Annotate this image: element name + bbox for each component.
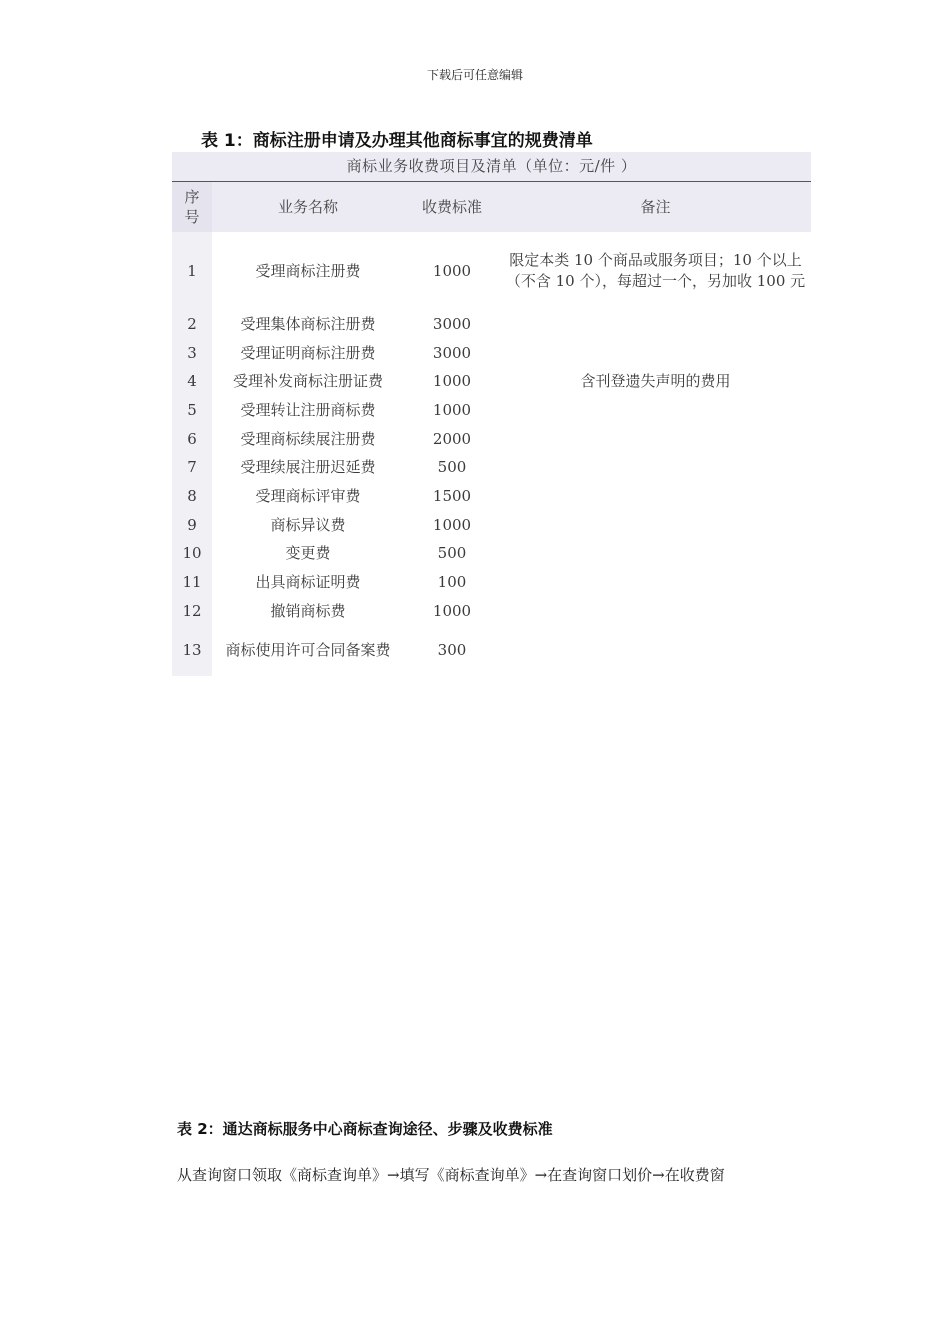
row-name: 受理续展注册迟延费 bbox=[240, 458, 376, 477]
row-fee: 3000 bbox=[432, 343, 472, 362]
row-fee: 1500 bbox=[432, 486, 472, 505]
fee-table-body bbox=[172, 232, 811, 676]
row-number: 7 bbox=[172, 453, 212, 482]
row-fee: 100 bbox=[437, 573, 467, 592]
table-row bbox=[172, 482, 811, 511]
row-fee: 1000 bbox=[432, 601, 472, 620]
row-name: 商标异议费 bbox=[270, 515, 346, 534]
row-number: 10 bbox=[172, 540, 212, 569]
table-row bbox=[172, 453, 811, 482]
row-number: 1 bbox=[172, 232, 212, 310]
row-note bbox=[500, 511, 811, 540]
row-name: 受理转让注册商标费 bbox=[240, 400, 376, 419]
table-row bbox=[172, 232, 811, 310]
row-number: 3 bbox=[172, 339, 212, 368]
row-number: 12 bbox=[172, 597, 212, 626]
row-note bbox=[500, 425, 811, 454]
table-row bbox=[172, 310, 811, 339]
row-note bbox=[500, 453, 811, 482]
fee-table bbox=[172, 182, 811, 676]
table2-title: 表 2：通达商标服务中心商标查询途径、步骤及收费标准 bbox=[177, 1120, 553, 1138]
row-fee: 1000 bbox=[432, 515, 472, 534]
row-fee: 500 bbox=[437, 544, 467, 563]
table-row bbox=[172, 396, 811, 425]
table-row bbox=[172, 597, 811, 626]
row-note: 含刊登遗失声明的费用 bbox=[580, 372, 731, 391]
row-note bbox=[500, 597, 811, 626]
row-number: 9 bbox=[172, 511, 212, 540]
row-name: 撤销商标费 bbox=[270, 601, 346, 620]
row-fee: 3000 bbox=[432, 314, 472, 333]
row-number: 13 bbox=[172, 626, 212, 676]
row-note bbox=[500, 626, 811, 676]
fee-table-container bbox=[172, 152, 811, 676]
row-name: 受理商标续展注册费 bbox=[240, 429, 376, 448]
row-note bbox=[500, 482, 811, 511]
row-fee: 300 bbox=[437, 641, 467, 660]
row-fee: 500 bbox=[437, 458, 467, 477]
table-row bbox=[172, 626, 811, 676]
row-note: 限定本类 10 个商品或服务项目；10 个以上（不含 10 个），每超过一个，另加收 100 元 bbox=[505, 251, 806, 290]
row-number: 2 bbox=[172, 310, 212, 339]
table-row bbox=[172, 425, 811, 454]
row-name: 受理商标评审费 bbox=[255, 486, 361, 505]
table-row bbox=[172, 540, 811, 569]
row-fee: 1000 bbox=[432, 261, 472, 280]
table-row bbox=[172, 511, 811, 540]
page-header: 下载后可任意编辑 bbox=[426, 68, 523, 82]
row-fee: 1000 bbox=[432, 400, 472, 419]
row-note bbox=[500, 568, 811, 597]
row-name: 商标使用许可合同备案费 bbox=[225, 641, 391, 660]
column-header-note: 备注 bbox=[500, 182, 811, 232]
table-row bbox=[172, 367, 811, 396]
column-header-number: 序号 bbox=[172, 182, 212, 232]
row-name: 受理商标注册费 bbox=[255, 261, 361, 280]
row-name: 受理集体商标注册费 bbox=[240, 314, 376, 333]
row-note bbox=[500, 540, 811, 569]
column-header-name: 业务名称 bbox=[212, 182, 404, 232]
row-name: 受理证明商标注册费 bbox=[240, 343, 376, 362]
row-number: 5 bbox=[172, 396, 212, 425]
row-name: 出具商标证明费 bbox=[255, 573, 361, 592]
table-row bbox=[172, 568, 811, 597]
row-number: 8 bbox=[172, 482, 212, 511]
row-number: 6 bbox=[172, 425, 212, 454]
row-name: 受理补发商标注册证费 bbox=[232, 372, 383, 391]
row-note bbox=[500, 396, 811, 425]
fee-table-header-row bbox=[172, 182, 811, 232]
table-row bbox=[172, 339, 811, 368]
row-name: 变更费 bbox=[285, 544, 331, 563]
row-number: 11 bbox=[172, 568, 212, 597]
row-number: 4 bbox=[172, 367, 212, 396]
row-note bbox=[500, 310, 811, 339]
row-note bbox=[500, 339, 811, 368]
table1-title: 表 1：商标注册申请及办理其他商标事宜的规费清单 bbox=[201, 131, 593, 151]
column-header-fee: 收费标准 bbox=[404, 182, 500, 232]
row-fee: 1000 bbox=[432, 372, 472, 391]
table2-body-text: 从查询窗口领取《商标查询单》→填写《商标查询单》→在查询窗口划价→在收费窗 bbox=[177, 1166, 725, 1184]
row-fee: 2000 bbox=[432, 429, 472, 448]
fee-table-caption: 商标业务收费项目及清单（单位：元/件 ） bbox=[172, 152, 811, 182]
